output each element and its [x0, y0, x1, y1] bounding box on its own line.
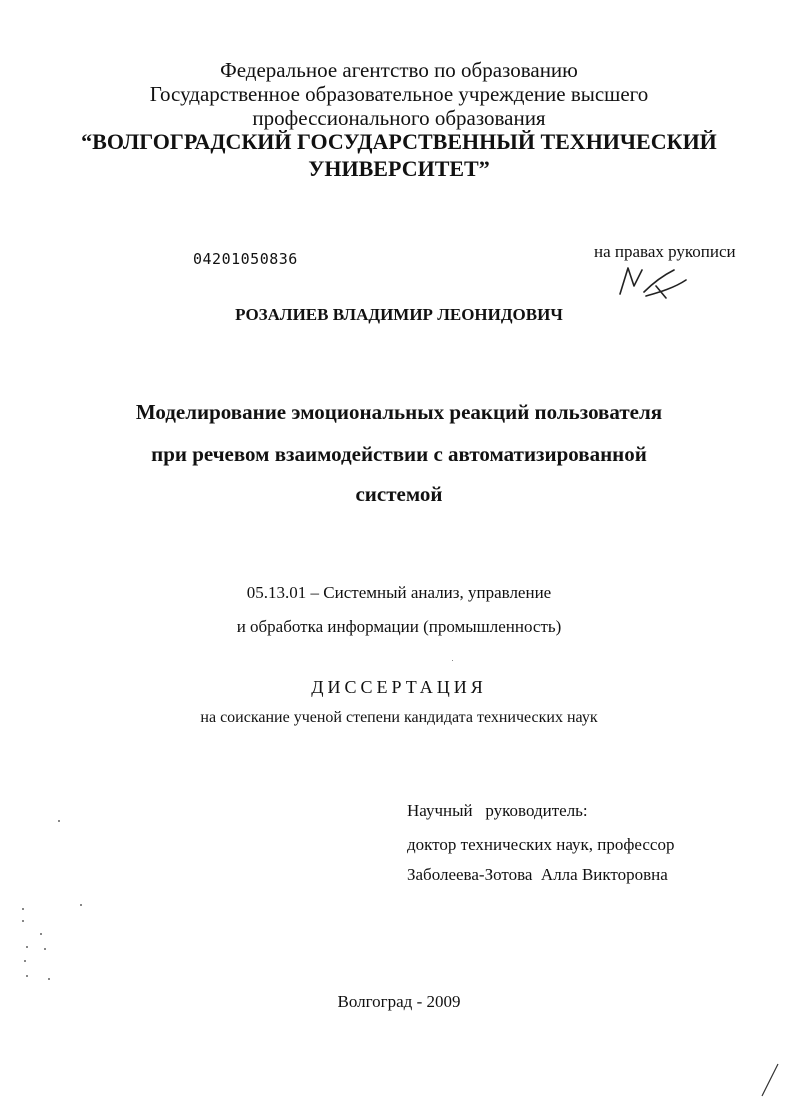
signature-icon: [616, 262, 688, 302]
supervisor-label: Научный руководитель:: [407, 801, 588, 820]
title-line-2: при речевом взаимодействии с автоматизированной: [151, 442, 647, 466]
scan-mark-icon: [740, 1050, 790, 1097]
supervisor-name: Заболеева-Зотова Алла Викторовна: [407, 865, 668, 884]
document-type: ДИССЕРТАЦИЯ: [311, 677, 487, 697]
scan-speck: [44, 948, 46, 950]
supervisor-credentials: доктор технических наук, профессор: [407, 835, 675, 854]
scan-speck: [48, 978, 50, 980]
manuscript-note: на правах рукописи: [594, 242, 736, 261]
scan-speck: [452, 660, 453, 661]
scan-speck: [40, 933, 42, 935]
scan-speck: [58, 820, 60, 822]
institution-line-1: Государственное образовательное учреждение высшего: [149, 82, 649, 106]
scan-speck: [24, 960, 26, 962]
registration-number: 04201050836: [193, 250, 298, 268]
title-line-1: Моделирование эмоциональных реакций пользователя: [135, 400, 663, 424]
author-name: РОЗАЛИЕВ ВЛАДИМИР ЛЕОНИДОВИЧ: [235, 305, 563, 324]
scan-speck: [22, 920, 24, 922]
scan-speck: [26, 946, 28, 948]
institution-line-2: профессионального образования: [252, 106, 546, 130]
specialty-line-1: 05.13.01 – Системный анализ, управление: [246, 583, 552, 602]
agency-line: Федеральное агентство по образованию: [220, 58, 578, 82]
scan-speck: [22, 908, 24, 910]
scan-speck: [80, 904, 82, 906]
university-line-2: УНИВЕРСИТЕТ”: [308, 156, 490, 181]
scan-speck: [26, 975, 28, 977]
university-line-1: “ВОЛГОГРАДСКИЙ ГОСУДАРСТВЕННЫЙ ТЕХНИЧЕСКИЙ: [81, 129, 717, 154]
city-year: Волгоград - 2009: [337, 992, 461, 1011]
title-line-3: системой: [355, 482, 443, 506]
degree-line: на соискание ученой степени кандидата технических наук: [200, 709, 598, 726]
specialty-line-2: и обработка информации (промышленность): [236, 617, 562, 636]
